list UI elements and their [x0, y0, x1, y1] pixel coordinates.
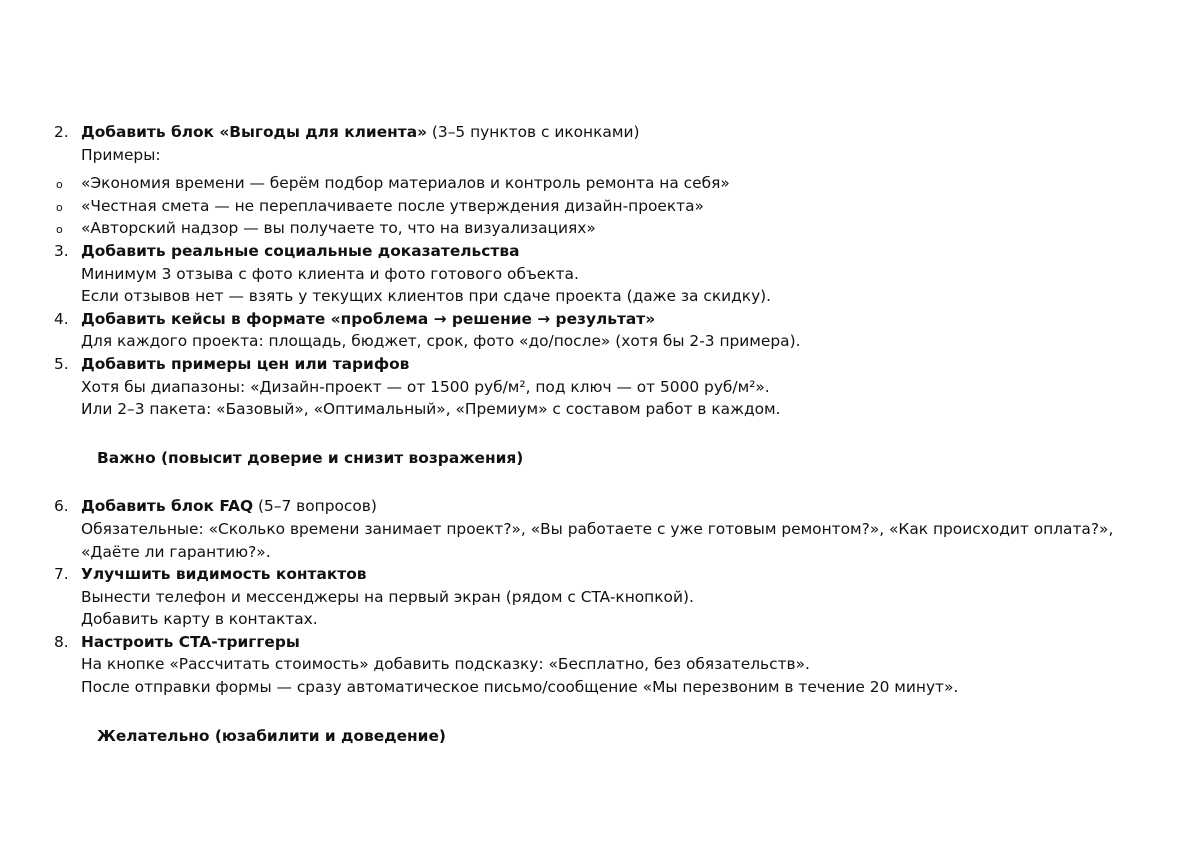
body-line	[0, 398, 1199, 421]
list-item-title-suffix: (5–7 вопросов)	[253, 497, 377, 516]
bullet-circle-icon: o	[56, 178, 63, 192]
list-item-title-bold: Добавить блок «Выгоды для клиента»	[81, 123, 428, 141]
body-text: На кнопке «Рассчитать стоимость» добавить подсказку: «Бесплатно, без обязательств».	[81, 655, 810, 674]
document-body	[0, 121, 1199, 747]
examples-label-line	[0, 144, 1199, 167]
list-number: 2.	[54, 123, 69, 141]
body-text: «Даёте ли гарантию?».	[81, 542, 271, 561]
list-number: 6.	[54, 497, 69, 516]
body-text: Если отзывов нет — взять у текущих клиентов при сдаче проекта (даже за скидку).	[81, 287, 772, 306]
body-line	[0, 518, 1199, 541]
body-line	[0, 608, 1199, 631]
list-item-4	[0, 308, 1199, 331]
list-item-title-suffix: (3–5 пунктов с иконками)	[427, 123, 640, 141]
list-number: 8.	[54, 632, 69, 651]
bullet-text: «Экономия времени — берём подбор материалов и контроль ремонта на себя»	[81, 174, 730, 193]
bullet-circle-icon: o	[56, 200, 63, 214]
section-heading-text: Желательно (юзабилити и доведение)	[97, 726, 446, 745]
body-line	[0, 541, 1199, 564]
body-line	[0, 586, 1199, 609]
bullet-item	[0, 217, 1199, 240]
body-line	[0, 376, 1199, 399]
bullet-item	[0, 195, 1199, 218]
list-item-5	[0, 353, 1199, 376]
body-text: После отправки формы — сразу автоматическое письмо/сообщение «Мы перезвоним в течение 20 минут».	[81, 678, 959, 697]
list-item-title: Добавить реальные социальные доказательства	[81, 241, 520, 260]
section-heading-text: Важно (повысит доверие и снизит возражения)	[97, 448, 524, 467]
list-item-6	[0, 495, 1199, 518]
body-line	[0, 285, 1199, 308]
body-line	[0, 676, 1199, 699]
bullet-text: «Честная смета — не переплачиваете после утверждения дизайн-проекта»	[81, 196, 704, 215]
section-heading-important	[0, 447, 1199, 470]
list-item-3	[0, 240, 1199, 263]
body-line	[0, 653, 1199, 676]
body-text: Минимум 3 отзыва с фото клиента и фото готового объекта.	[81, 264, 579, 283]
bullet-text: «Авторский надзор — вы получаете то, что на визуализациях»	[81, 219, 596, 238]
list-item-title	[81, 495, 377, 518]
body-text: Для каждого проекта: площадь, бюджет, срок, фото «до/после» (хотя бы 2-3 примера).	[81, 332, 801, 351]
body-text: Вынести телефон и мессенджеры на первый экран (рядом с CTA-кнопкой).	[81, 587, 694, 606]
body-text: Или 2–3 пакета: «Базовый», «Оптимальный», «Премиум» с составом работ в каждом.	[81, 400, 781, 419]
list-number: 4.	[54, 309, 69, 328]
list-number: 7.	[54, 565, 69, 584]
list-item-8	[0, 631, 1199, 654]
list-item-7	[0, 563, 1199, 586]
list-item-title: Добавить кейсы в формате «проблема → решение → результат»	[81, 309, 656, 328]
list-item-title-bold: Добавить блок FAQ	[81, 497, 254, 516]
body-line	[0, 263, 1199, 286]
examples-label: Примеры:	[81, 145, 161, 164]
bullet-circle-icon: o	[56, 223, 63, 237]
body-line	[0, 330, 1199, 353]
list-item-title: Улучшить видимость контактов	[81, 565, 367, 584]
list-item-title: Добавить примеры цен или тарифов	[81, 354, 410, 373]
bullet-item	[0, 172, 1199, 195]
body-text: Обязательные: «Сколько времени занимает проект?», «Вы работаете с уже готовым ремонтом?», «Как происходит оплата?»,	[81, 519, 1114, 538]
body-text: Добавить карту в контактах.	[81, 610, 318, 629]
list-item-2	[0, 121, 1199, 144]
list-number: 5.	[54, 354, 69, 373]
list-item-title	[81, 121, 639, 144]
body-text: Хотя бы диапазоны: «Дизайн-проект — от 1500 руб/м², под ключ — от 5000 руб/м²».	[81, 377, 770, 396]
section-heading-desirable	[0, 725, 1199, 748]
list-item-title: Настроить CTA-триггеры	[81, 632, 300, 651]
list-number: 3.	[54, 241, 69, 260]
